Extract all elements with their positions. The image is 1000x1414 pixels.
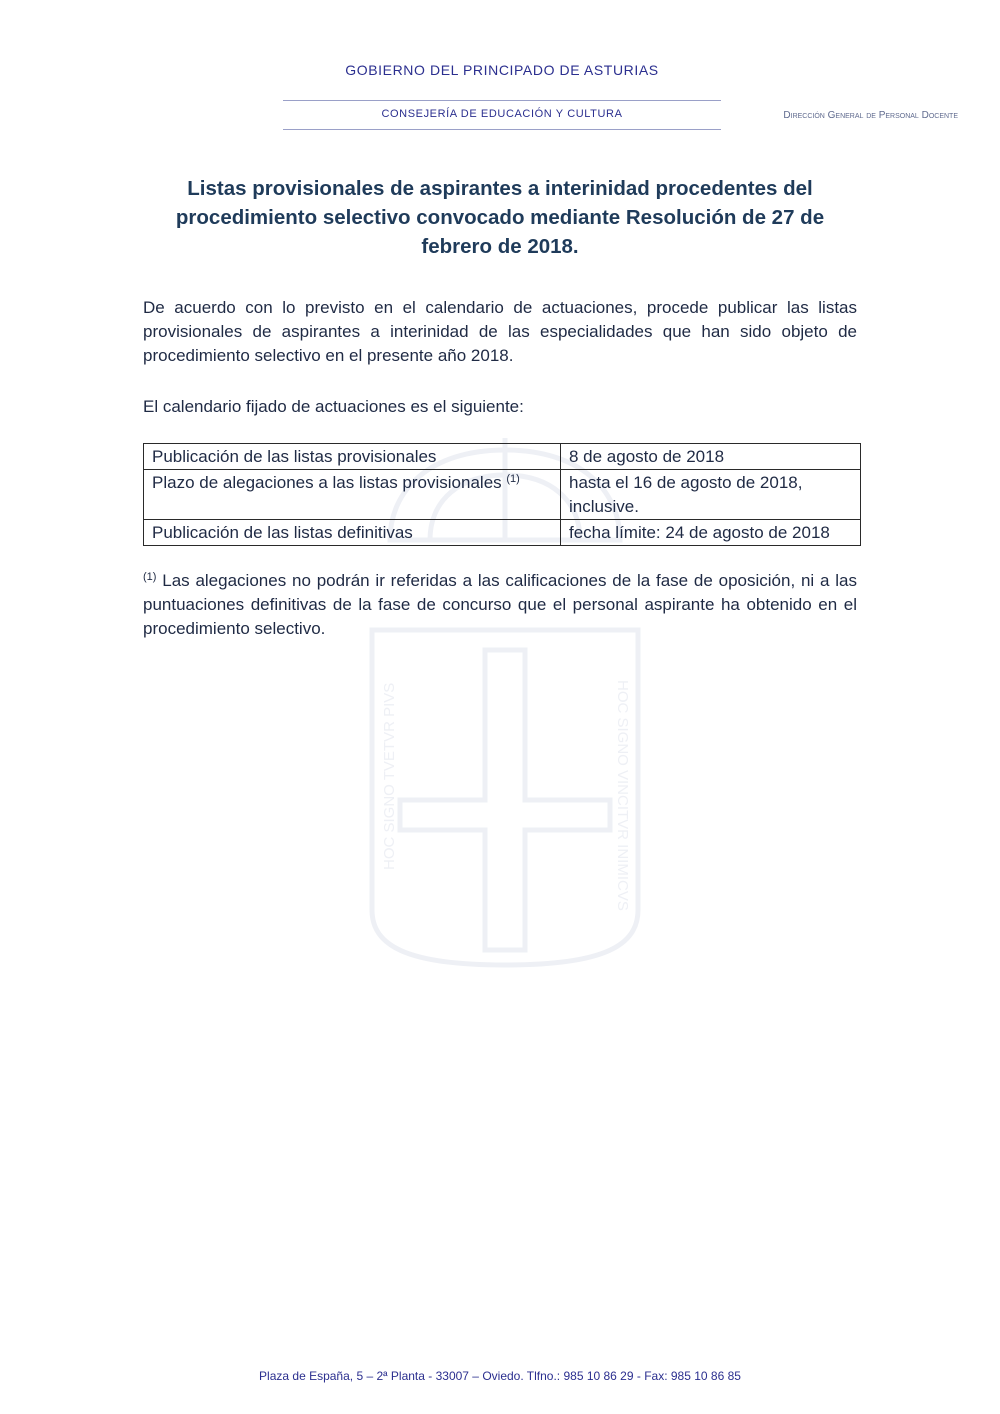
calendar-action — [144, 444, 561, 470]
footnote-text: Las alegaciones no podrán ir referidas a las calificaciones de la fase de oposición, ni a las puntuaciones definitivas de la fase de concurso que el personal aspirante ha obtenido en el procedimiento selectivo. — [143, 571, 857, 638]
calendar-action-text: Publicación de las listas definitivas — [152, 523, 413, 542]
document-title: Listas provisionales de aspirantes a interinidad procedentes del procedimiento selectivo convocado mediante Resolución de 27 de febrero de 2018. — [175, 177, 825, 258]
header-consejeria: CONSEJERÍA DE EDUCACIÓN Y CULTURA — [381, 108, 623, 120]
footer-address: Plaza de España, 5 – 2ª Planta - 33007 – Oviedo. Tlfno.: 985 10 86 29 - Fax: 985 10 86 85 — [259, 1369, 741, 1383]
calendar-table — [143, 443, 861, 546]
calendar-action — [144, 470, 561, 520]
footnote — [143, 569, 857, 641]
watermark-right-text: HOC SIGNO VINCITVR INIMICVS — [614, 680, 631, 911]
calendar-action-text: Plazo de alegaciones a las listas provisionales — [152, 473, 502, 492]
footnote-marker: (1) — [143, 571, 157, 583]
calendar-action-text: Publicación de las listas provisionales — [152, 447, 437, 466]
watermark-left-text: HOC SIGNO TVETVR PIVS — [381, 682, 398, 870]
calendar-date: 8 de agosto de 2018 — [561, 444, 861, 470]
table-row — [144, 444, 861, 470]
header-divider-bottom — [283, 129, 721, 130]
table-row — [144, 470, 861, 520]
footnote-marker: (1) — [506, 473, 520, 485]
table-row — [144, 520, 861, 546]
calendar-date: hasta el 16 de agosto de 2018, inclusive. — [561, 470, 861, 520]
calendar-date: fecha límite: 24 de agosto de 2018 — [561, 520, 861, 546]
header-direccion: Dirección General de Personal Docente — [783, 110, 958, 121]
header-government: GOBIERNO DEL PRINCIPADO DE ASTURIAS — [345, 62, 659, 78]
calendar-intro: El calendario fijado de actuaciones es el siguiente: — [143, 397, 524, 416]
header-divider-top — [283, 100, 721, 101]
calendar-action — [144, 520, 561, 546]
intro-paragraph: De acuerdo con lo previsto en el calendario de actuaciones, procede publicar las listas provisionales de aspirantes a interinidad de las especialidades que han sido objeto de procedimiento selectivo en el presente año 2018. — [143, 298, 857, 365]
cross-shape — [400, 650, 610, 950]
